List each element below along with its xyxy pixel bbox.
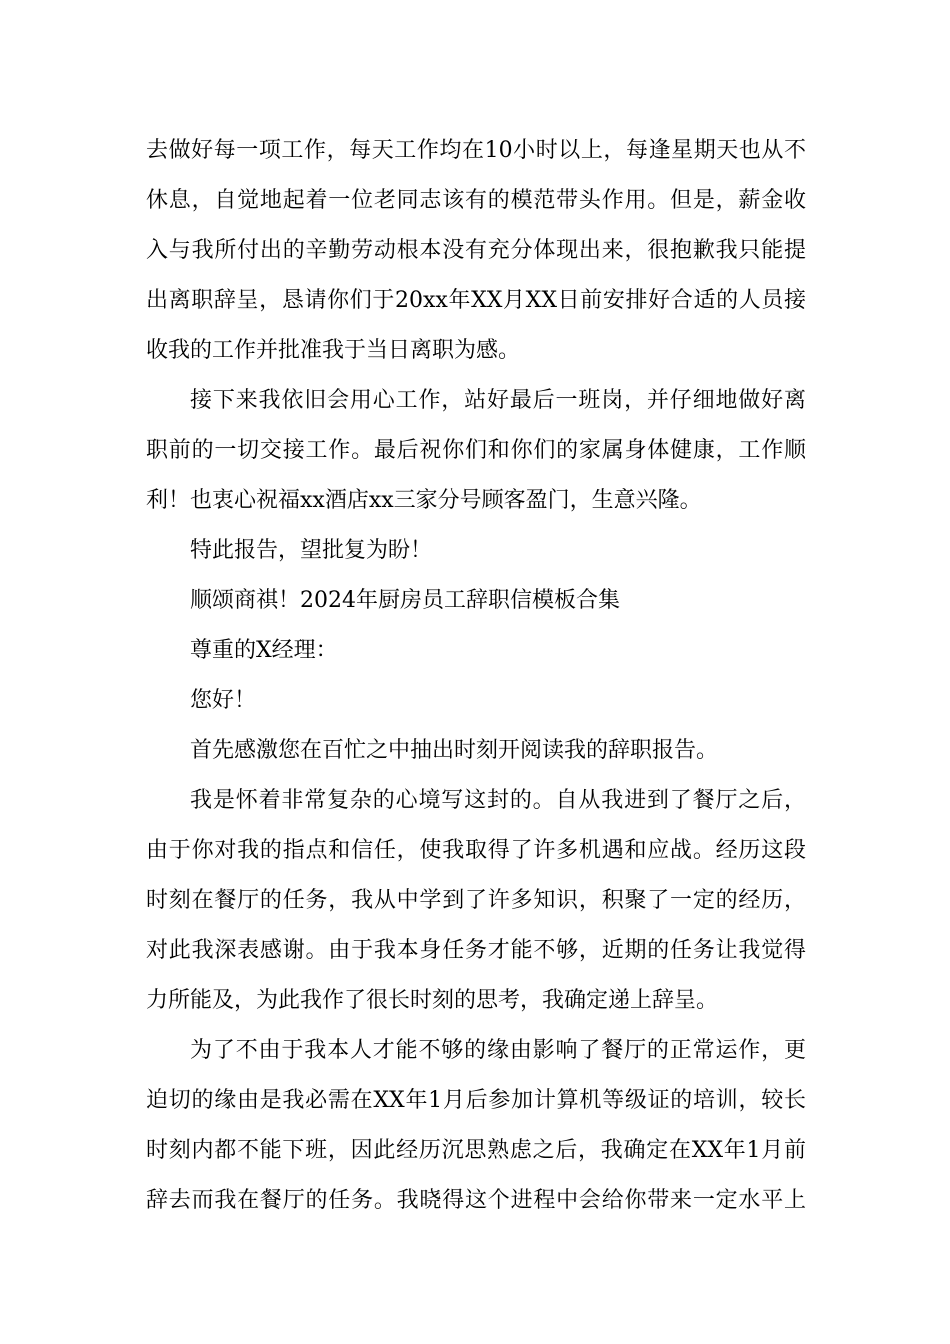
paragraph-first-line: 接下来我依旧会用心工作，站好最后一班岗，并仔细地做好离 [190, 388, 806, 413]
text-line: 力所能及，为此我作了很长时刻的思考，我确定递上辞呈。 [146, 988, 719, 1013]
salutation: 尊重的X经理： [190, 638, 338, 663]
text-line: 利！也衷心祝福xx酒店xx三家分号顾客盈门，生意兴隆。 [146, 488, 702, 513]
text-line: 休息，自觉地起着一位老同志该有的模范带头作用。但是，薪金收 [146, 188, 806, 213]
text-line: 辞去而我在餐厅的任务。我晓得这个进程中会给你带来一定水平上 [146, 1188, 806, 1213]
text-line: 入与我所付出的辛勤劳动根本没有充分体现出来，很抱歉我只能提 [146, 238, 806, 263]
text-line: 时刻内都不能下班，因此经历沉思熟虑之后，我确定在XX年1月前 [146, 1138, 806, 1163]
text-line: 出离职辞呈，恳请你们于20xx年XX月XX日前安排好合适的人员接 [146, 288, 806, 313]
paragraph-first-line: 我是怀着非常复杂的心境写这封的。自从我进到了餐厅之后， [190, 788, 806, 813]
greeting: 您好！ [190, 688, 257, 713]
paragraph-first-line: 首先感激您在百忙之中抽出时刻开阅读我的辞职报告。 [190, 738, 719, 763]
closing-line: 特此报告，望批复为盼！ [190, 538, 433, 563]
text-line: 对此我深表感谢。由于我本身任务才能不够，近期的任务让我觉得 [146, 938, 806, 963]
text-line: 迫切的缘由是我必需在XX年1月后参加计算机等级证的培训，较长 [146, 1088, 806, 1113]
paragraph-first-line: 为了不由于我本人才能不够的缘由影响了餐厅的正常运作，更 [190, 1038, 806, 1063]
section-heading: 顺颂商祺！2024年厨房员工辞职信模板合集 [190, 588, 620, 613]
text-line: 时刻在餐厅的任务，我从中学到了许多知识，积聚了一定的经历， [146, 888, 806, 913]
text-line: 去做好每一项工作，每天工作均在10小时以上，每逢星期天也从不 [146, 138, 806, 163]
text-line: 收我的工作并批准我于当日离职为感。 [146, 338, 521, 363]
text-line: 职前的一切交接工作。最后祝你们和你们的家属身体健康，工作顺 [146, 438, 806, 463]
text-line: 由于你对我的指点和信任，使我取得了许多机遇和应战。经历这段 [146, 838, 806, 863]
